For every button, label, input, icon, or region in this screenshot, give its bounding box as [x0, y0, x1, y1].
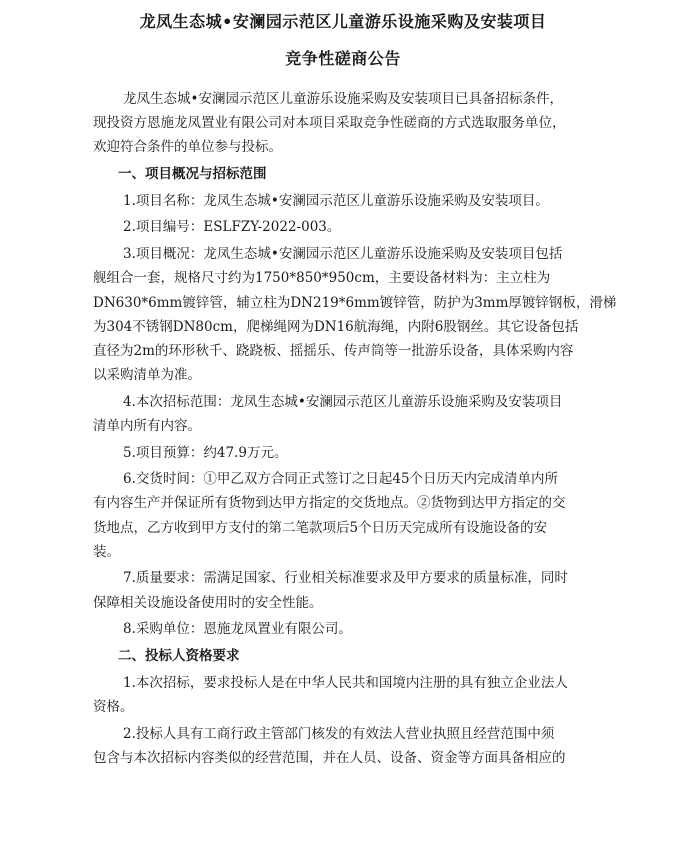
paragraph-line: 以采购清单为准。 [93, 366, 201, 383]
intro-paragraph [93, 87, 613, 159]
paragraph-line: 舰组合一套，规格尺寸约为1750*850*950cm，主要设备材料为：主立柱为 [93, 270, 551, 287]
paragraph-line: 包含与本次招标内容类似的经营范围，并在人员、设备、资金等方面具备相应的 [93, 749, 566, 766]
paragraph-line: 欢迎符合条件的单位参与投标。 [93, 139, 282, 156]
paragraph-line: 3.项目概况：龙凤生态城•安澜园示范区儿童游乐设施采购及安装项目包括 [123, 246, 563, 263]
paragraph-line: 4.本次招标范围：龙凤生态城•安澜园示范区儿童游乐设施采购及安装项目 [123, 393, 563, 410]
item-project-overview [93, 242, 617, 387]
document-subtitle: 竞争性磋商公告 [285, 49, 401, 68]
paragraph-line: 有内容生产并保证所有货物到达甲方指定的交货地点。②货物到达甲方指定的交 [93, 495, 566, 512]
paragraph-line: 龙凤生态城•安澜园示范区儿童游乐设施采购及安装项目已具备招标条件， [123, 91, 563, 107]
paragraph-line: 5.项目预算：约47.9万元。 [123, 444, 288, 461]
document-body [93, 87, 617, 770]
requirement-business-license [93, 722, 613, 770]
paragraph-line: 保障相关设施设备使用时的安全性能。 [93, 594, 323, 611]
paragraph-line: DN630*6mm镀锌管，辅立柱为DN219*6mm镀锌管，防护为3mm厚镀锌钢板，滑梯 [93, 294, 617, 311]
item-tender-scope [93, 390, 613, 438]
paragraph-line: 6.交货时间：①甲乙双方合同正式签订之日起45个日历天内完成清单内所 [123, 471, 559, 488]
item-project-name [93, 189, 613, 213]
item-quality-requirements [93, 566, 613, 614]
paragraph-line: 装。 [93, 543, 120, 560]
paragraph-line: 2.投标人具有工商行政主管部门核发的有效法人营业执照且经营范围中须 [123, 725, 555, 742]
paragraph-line: 现投资方恩施龙凤置业有限公司对本项目采取竞争性磋商的方式选取服务单位， [93, 115, 566, 132]
item-budget [93, 441, 613, 465]
section-heading: 一、项目概况与招标范围 [118, 166, 267, 183]
paragraph-line: 直径为2m的环形秋千、跷跷板、摇摇乐、传声筒等一批游乐设备，具体采购内容 [93, 342, 574, 359]
paragraph-line: 为304不锈钢DN80cm，爬梯绳网为DN16航海绳，内附6股钢丝。其它设备包括 [93, 318, 579, 335]
paragraph-line: 1.项目名称：龙凤生态城•安澜园示范区儿童游乐设施采购及安装项目。 [123, 192, 549, 209]
item-delivery-time [93, 467, 613, 564]
paragraph-line: 1.本次招标，要求投标人是在中华人民共和国境内注册的具有独立企业法人 [123, 674, 568, 691]
document-title: 龙凤生态城•安澜园示范区儿童游乐设施采购及安装项目 [139, 12, 547, 31]
paragraph-line: 货地点，乙方收到甲方支付的第二笔款项后5个日历天完成所有设施设备的安 [93, 519, 548, 536]
section-heading: 二、投标人资格要求 [118, 648, 240, 665]
paragraph-line: 8.采购单位：恩施龙凤置业有限公司。 [123, 621, 352, 638]
paragraph-line: 7.质量要求：需满足国家、行业相关标准要求及甲方要求的质量标准，同时 [123, 570, 568, 587]
paragraph-line: 清单内所有内容。 [93, 417, 201, 434]
item-project-number [93, 215, 613, 239]
requirement-legal-entity [93, 671, 613, 719]
paragraph-line: 2.项目编号：ESLFZY-2022-003。 [123, 219, 341, 236]
paragraph-line: 资格。 [93, 698, 134, 715]
item-purchasing-unit [93, 617, 613, 641]
